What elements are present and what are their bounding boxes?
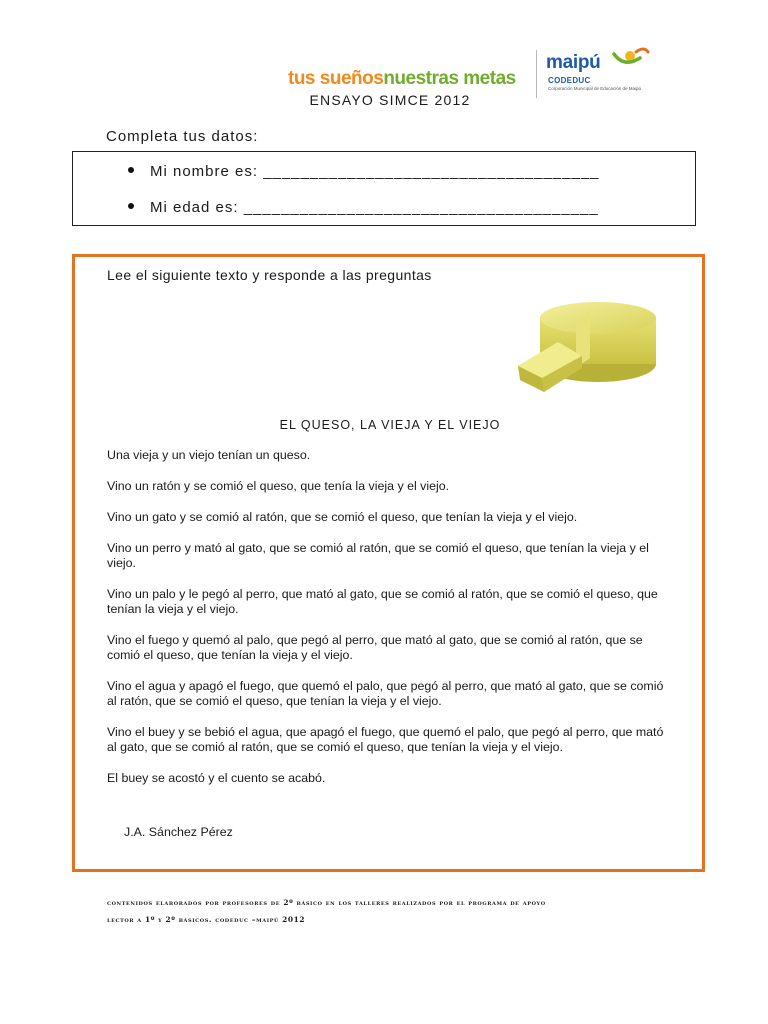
story-paragraph-3: Vino un gato y se comió al ratón, que se comió el queso, que tenían la vieja y el viejo. — [107, 510, 578, 524]
logo-subtitle: CODEDUC — [548, 76, 591, 85]
slogan-part-1: tus sueños — [288, 68, 384, 89]
cheese-icon — [510, 296, 660, 400]
age-field[interactable] — [128, 199, 599, 216]
slogan — [288, 68, 516, 90]
logo-divider — [536, 50, 537, 98]
slogan-part-2: nuestras metas — [383, 68, 516, 89]
story-paragraph-8: Vino el buey y se bebió el agua, que apagó el fuego, que quemó el palo, que pegó al perro, que mató al gato, que se comió al ratón, que se comió el queso, que tenían la vieja y el viejo. — [107, 725, 664, 754]
footer-line-1: contenidos elaborados por profesores de 2º básico en los talleres realizados por el programa de apoyo — [107, 898, 546, 907]
bullet-icon — [128, 203, 134, 209]
story-paragraph-5: Vino un palo y le pegó al perro, que mató al gato, que se comió al ratón, que se comió el queso, que tenían la vieja y el viejo. — [107, 587, 658, 616]
name-field[interactable] — [128, 163, 600, 180]
story-paragraph-9: El buey se acostó y el cuento se acabó. — [107, 771, 326, 785]
footer-note — [107, 894, 667, 928]
story-paragraph-7: Vino el agua y apagó el fuego, que quemó el palo, que pegó al perro, que mató al gato, que se comió al ratón, que se comió el queso, que tenían la vieja y el viejo. — [107, 679, 664, 708]
story-paragraph-6: Vino el fuego y quemó al palo, que pegó al perro, que mató al gato, que se comió al ratón, que se comió el queso, que tenían la vieja y el viejo. — [107, 633, 643, 662]
document-title: ENSAYO SIMCE 2012 — [309, 92, 471, 108]
story-author: J.A. Sánchez Pérez — [124, 825, 233, 839]
story-title: EL QUESO, LA VIEJA Y EL VIEJO — [279, 418, 501, 432]
story-text — [107, 448, 667, 802]
logo-wordmark: maipú — [546, 52, 601, 73]
age-field-text: Mi edad es: ______________________________________ — [150, 199, 599, 216]
story-paragraph-1: Una vieja y un viejo tenían un queso. — [107, 448, 311, 462]
name-field-text: Mi nombre es: ____________________________________ — [150, 163, 600, 180]
story-paragraph-2: Vino un ratón y se comió el queso, que tenía la vieja y el viejo. — [107, 479, 450, 493]
footer-line-2: lector a 1º y 2º básicos. codeduc –maipú 2012 — [107, 915, 306, 924]
instructions: Lee el siguiente texto y responde a las preguntas — [107, 267, 432, 283]
story-paragraph-4: Vino un perro y mató al gato, que se comió al ratón, que se comió el queso, que tenían la vieja y el viejo. — [107, 541, 649, 570]
logo-tagline: Corporación Municipal de Educación de Maipú — [548, 86, 642, 91]
complete-data-label: Completa tus datos: — [106, 128, 259, 145]
bullet-icon — [128, 167, 134, 173]
